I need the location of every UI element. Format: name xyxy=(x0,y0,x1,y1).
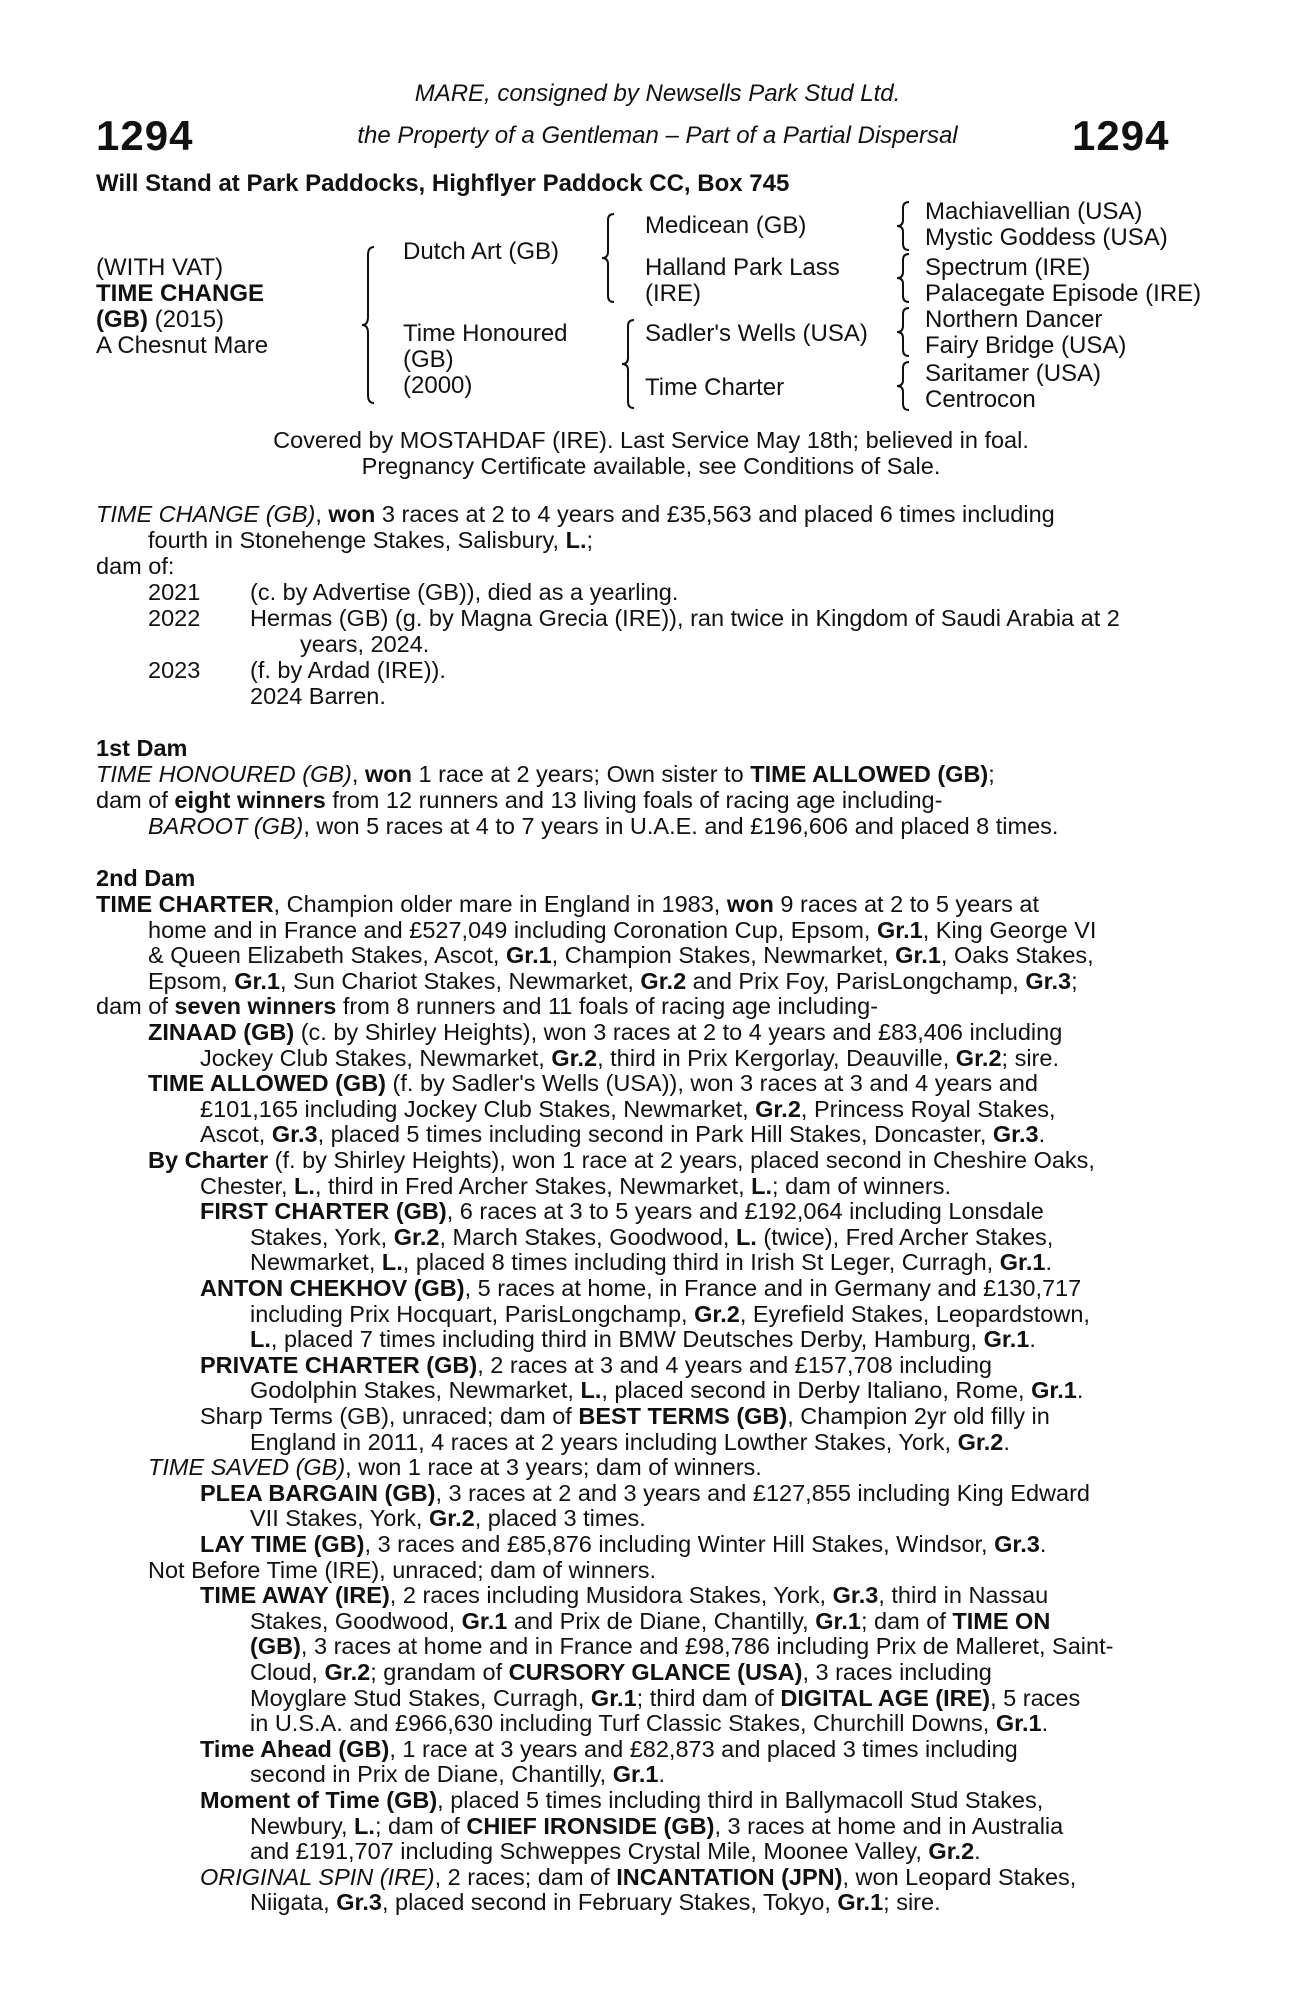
first-dam-l2b: from 12 runners and 13 living foals of racing age including- xyxy=(325,787,943,813)
second-dam-line: Moment of Time (GB), placed 5 times including third in Ballymacoll Stud Stakes, xyxy=(200,1787,1044,1813)
produce-text: (c. by Advertise (GB)), died as a yearling. xyxy=(250,579,679,605)
sire-dam-sire: Spectrum (IRE) xyxy=(925,254,1091,281)
second-dam-line: LAY TIME (GB), 3 races and £85,876 including Winter Hill Stakes, Windsor, Gr.3. xyxy=(200,1531,1047,1557)
second-dam-line: By Charter (f. by Shirley Heights), won 1 race at 2 years, placed second in Cheshire Oaks, xyxy=(148,1147,1095,1173)
lot-number-right: 1294 xyxy=(1072,112,1170,159)
stand-location: Will Stand at Park Paddocks, Highflyer Paddock CC, Box 745 xyxy=(96,170,790,197)
lot-number-left: 1294 xyxy=(96,112,194,159)
mare-record-name: TIME CHANGE (GB) xyxy=(96,501,316,527)
vat-label: (WITH VAT) xyxy=(96,254,224,281)
produce-text: years, 2024. xyxy=(300,631,430,657)
consignor-line: MARE, consigned by Newsells Park Stud Ltd. xyxy=(414,80,901,107)
second-dam-line: Sharp Terms (GB), unraced; dam of BEST TERMS (GB), Champion 2yr old filly in xyxy=(200,1403,1050,1429)
first-dam-text: 1 race at 2 years; Own sister to xyxy=(411,761,751,787)
second-dam-line: Stakes, Goodwood, Gr.1 and Prix de Diane, Chantilly, Gr.1; dam of TIME ON xyxy=(250,1607,1051,1634)
pedigree-bracket-3d xyxy=(895,360,913,412)
baroot-text: , won 5 races at 4 to 7 years in U.A.E. and £196,606 and placed 8 times. xyxy=(303,813,1059,839)
dam-name-line3: (2000) xyxy=(403,372,473,399)
first-dam-sister: TIME ALLOWED (GB) xyxy=(750,761,989,787)
sire-dam-line2: (IRE) xyxy=(645,280,701,307)
pedigree-bracket-3c xyxy=(895,306,913,358)
first-dam-name: TIME HONOURED (GB) xyxy=(96,761,352,787)
produce-text: 2024 Barren. xyxy=(250,683,386,709)
mare-record-line1: TIME CHANGE (GB), won 3 races at 2 to 4 years and £35,563 and placed 6 times including xyxy=(96,501,1055,527)
produce-year: 2023 xyxy=(148,657,201,683)
second-dam-heading: 2nd Dam xyxy=(96,865,196,891)
first-dam-line1: TIME HONOURED (GB), won 1 race at 2 years; Own sister to TIME ALLOWED (GB); xyxy=(96,761,995,787)
produce-year: 2021 xyxy=(148,579,201,605)
dam-name-line2: (GB) xyxy=(403,346,454,373)
first-dam-l2a: dam of xyxy=(96,787,175,813)
second-dam-line: second in Prix de Diane, Chantilly, Gr.1. xyxy=(250,1761,665,1788)
second-dam-line: and £191,707 including Schweppes Crystal Mile, Moonee Valley, Gr.2. xyxy=(250,1838,981,1865)
second-dam-line: Ascot, Gr.3, placed 5 times including second in Park Hill Stakes, Doncaster, Gr.3. xyxy=(200,1121,1046,1148)
second-dam-line: England in 2011, 4 races at 2 years including Lowther Stakes, York, Gr.2. xyxy=(250,1428,1010,1455)
second-dam-line: L., placed 7 times including third in BMW Deutsches Derby, Hamburg, Gr.1. xyxy=(250,1326,1036,1353)
produce-year: 2022 xyxy=(148,605,201,631)
second-dam-line: Godolphin Stakes, Newmarket, L., placed second in Derby Italiano, Rome, Gr.1. xyxy=(250,1377,1084,1404)
first-dam-won: won xyxy=(364,761,412,787)
second-dam-line: Epsom, Gr.1, Sun Chariot Stakes, Newmarket, Gr.2 and Prix Foy, ParisLongchamp, Gr.3; xyxy=(148,967,1078,994)
second-dam-line: TIME AWAY (IRE), 2 races including Musidora Stakes, York, Gr.3, third in Nassau xyxy=(200,1582,1049,1609)
second-dam-line: Jockey Club Stakes, Newmarket, Gr.2, third in Prix Kergorlay, Deauville, Gr.2; sire. xyxy=(200,1044,1059,1071)
pedigree-bracket-3b xyxy=(895,252,913,304)
second-dam-line: in U.S.A. and £966,630 including Turf Classic Stakes, Churchill Downs, Gr.1. xyxy=(250,1710,1049,1737)
second-dam-line: Newmarket, L., placed 8 times including third in Irish St Leger, Curragh, Gr.1. xyxy=(250,1249,1052,1276)
sire-sire: Medicean (GB) xyxy=(645,212,807,239)
second-dam-line: Stakes, York, Gr.2, March Stakes, Goodwood, L. (twice), Fred Archer Stakes, xyxy=(250,1223,1054,1250)
baroot-name: BAROOT (GB) xyxy=(148,813,304,839)
sire-name: Dutch Art (GB) xyxy=(403,238,560,265)
property-line: the Property of a Gentleman – Part of a Partial Dispersal xyxy=(357,122,958,149)
second-dam-line: VII Stakes, York, Gr.2, placed 3 times. xyxy=(250,1505,646,1532)
dam-dam: Time Charter xyxy=(645,374,785,401)
second-dam-line: Newbury, L.; dam of CHIEF IRONSIDE (GB), 3 races at home and in Australia xyxy=(250,1812,1064,1839)
sire-sire-sire: Machiavellian (USA) xyxy=(925,198,1143,225)
second-dam-line: TIME CHARTER, Champion older mare in England in 1983, won 9 races at 2 to 5 years at xyxy=(96,891,1040,917)
second-dam-line: PRIVATE CHARTER (GB), 2 races at 3 and 4 years and £157,708 including xyxy=(200,1351,992,1378)
pedigree-bracket-3a xyxy=(895,200,913,252)
pedigree-bracket-1 xyxy=(360,245,380,405)
dam-sire-dam: Fairy Bridge (USA) xyxy=(925,332,1127,359)
covered-line: Covered by MOSTAHDAF (IRE). Last Service May 18th; believed in foal. xyxy=(273,427,1029,453)
sire-dam-dam: Palacegate Episode (IRE) xyxy=(925,280,1202,307)
pedigree-bracket-2a xyxy=(600,212,620,304)
horse-description: A Chesnut Mare xyxy=(96,332,269,359)
mare-record-text2c: ; xyxy=(586,527,594,553)
sire-sire-dam: Mystic Goddess (USA) xyxy=(925,224,1168,251)
pregnancy-line: Pregnancy Certificate available, see Conditions of Sale. xyxy=(361,453,941,479)
second-dam-line: Chester, L., third in Fred Archer Stakes, Newmarket, L.; dam of winners. xyxy=(200,1172,951,1199)
second-dam-line: ORIGINAL SPIN (IRE), 2 races; dam of INCANTATION (JPN), won Leopard Stakes, xyxy=(200,1863,1077,1890)
second-dam-line: ANTON CHEKHOV (GB), 5 races at home, in France and in Germany and £130,717 xyxy=(200,1275,1082,1301)
mare-record-listed: L. xyxy=(565,527,587,553)
mare-dam-of: dam of: xyxy=(96,553,175,579)
dam-dam-dam: Centrocon xyxy=(925,386,1036,413)
second-dam-line: FIRST CHARTER (GB), 6 races at 3 to 5 years and £192,064 including Lonsdale xyxy=(200,1198,1044,1225)
second-dam-line: Moyglare Stud Stakes, Curragh, Gr.1; third dam of DIGITAL AGE (IRE), 5 races xyxy=(250,1684,1081,1711)
second-dam-line: & Queen Elizabeth Stakes, Ascot, Gr.1, Champion Stakes, Newmarket, Gr.1, Oaks Stakes, xyxy=(148,942,1094,969)
second-dam-line: Niigata, Gr.3, placed second in February Stakes, Tokyo, Gr.1; sire. xyxy=(250,1889,941,1916)
second-dam-line: £101,165 including Jockey Club Stakes, Newmarket, Gr.2, Princess Royal Stakes, xyxy=(200,1095,1056,1122)
produce-text: (f. by Ardad (IRE)). xyxy=(250,657,446,683)
mare-record-line2 xyxy=(148,528,1258,554)
horse-country-year xyxy=(96,306,224,334)
dam-dam-sire: Saritamer (USA) xyxy=(925,360,1102,387)
dam-name-line1: Time Honoured xyxy=(403,320,568,347)
horse-year: (2015) xyxy=(147,306,225,333)
horse-name: TIME CHANGE xyxy=(96,280,264,307)
second-dam-line: ZINAAD (GB) (c. by Shirley Heights), won 3 races at 2 to 4 years and £83,406 including xyxy=(148,1019,1063,1045)
dam-sire-sire: Northern Dancer xyxy=(925,306,1103,333)
second-dam-line: home and in France and £527,049 including Coronation Cup, Epsom, Gr.1, King George VI xyxy=(148,916,1097,943)
first-dam-winners: eight winners xyxy=(174,787,326,813)
second-dam-line: Not Before Time (IRE), unraced; dam of winners. xyxy=(148,1556,657,1583)
mare-record-text2a: fourth in Stonehenge Stakes, Salisbury, xyxy=(148,527,566,553)
first-dam-line3 xyxy=(148,814,1258,840)
first-dam-line2 xyxy=(96,788,1206,814)
first-dam-heading: 1st Dam xyxy=(96,735,188,761)
second-dam-line: dam of seven winners from 8 runners and 11 foals of racing age including- xyxy=(96,993,879,1020)
second-dam-line: TIME ALLOWED (GB) (f. by Sadler's Wells (USA)), won 3 races at 3 and 4 years and xyxy=(148,1070,1038,1097)
second-dam-line: Cloud, Gr.2; grandam of CURSORY GLANCE (USA), 3 races including xyxy=(250,1659,992,1685)
mare-record-won: won xyxy=(328,501,376,527)
second-dam-line: PLEA BARGAIN (GB), 3 races at 2 and 3 years and £127,855 including King Edward xyxy=(200,1479,1090,1506)
dam-sire: Sadler's Wells (USA) xyxy=(645,320,868,347)
first-dam-end: ; xyxy=(988,761,995,787)
produce-text: Hermas (GB) (g. by Magna Grecia (IRE)), ran twice in Kingdom of Saudi Arabia at 2 xyxy=(250,605,1120,631)
second-dam-line: (GB), 3 races at home and in France and £98,786 including Prix de Malleret, Saint- xyxy=(250,1633,1114,1660)
second-dam-line: TIME SAVED (GB), won 1 race at 3 years; dam of winners. xyxy=(148,1454,762,1481)
pedigree-bracket-2b xyxy=(620,318,640,410)
sire-dam-line1: Halland Park Lass xyxy=(645,254,840,281)
horse-country: (GB) xyxy=(96,306,148,333)
second-dam-line: Time Ahead (GB), 1 race at 3 years and £82,873 and placed 3 times including xyxy=(200,1735,1018,1762)
mare-record-text1: 3 races at 2 to 4 years and £35,563 and placed 6 times including xyxy=(375,501,1055,527)
second-dam-line: including Prix Hocquart, ParisLongchamp, Gr.2, Eyrefield Stakes, Leopardstown, xyxy=(250,1300,1090,1327)
